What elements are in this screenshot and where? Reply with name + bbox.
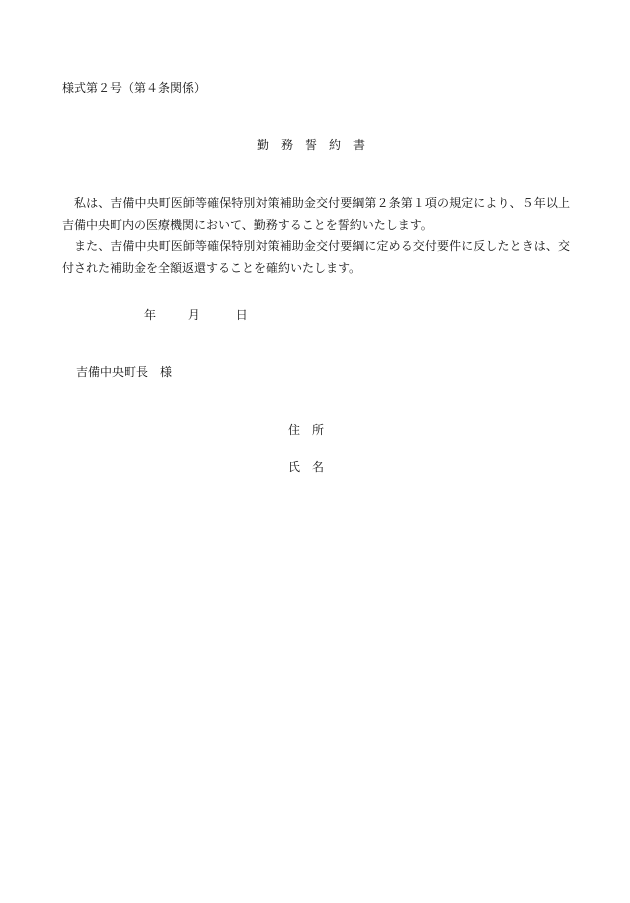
date-day-label: 日	[235, 308, 248, 322]
date-year-label: 年	[144, 308, 157, 322]
form-number-label: 様式第２号（第４条関係）	[62, 81, 207, 95]
address-field-label: 住所	[288, 423, 337, 437]
name-field-label: 氏名	[288, 460, 337, 474]
date-month-label: 月	[187, 308, 200, 322]
document-title: 勤務誓約書	[257, 138, 378, 152]
addressee: 吉備中央町長 様	[76, 365, 173, 379]
pledge-paragraph-repayment: また、吉備中央町医師等確保特別対策補助金交付要綱に定める交付要件に反したときは、交付された補助金を全額返還することを確約いたします。	[62, 239, 570, 275]
pledge-paragraph-service: 私は、吉備中央町医師等確保特別対策補助金交付要綱第２条第１項の規定により、５年以上吉備中央町内の医療機関において、勤務することを誓約いたします。	[62, 196, 570, 232]
pledge-body	[62, 193, 570, 279]
date-line	[62, 309, 248, 321]
